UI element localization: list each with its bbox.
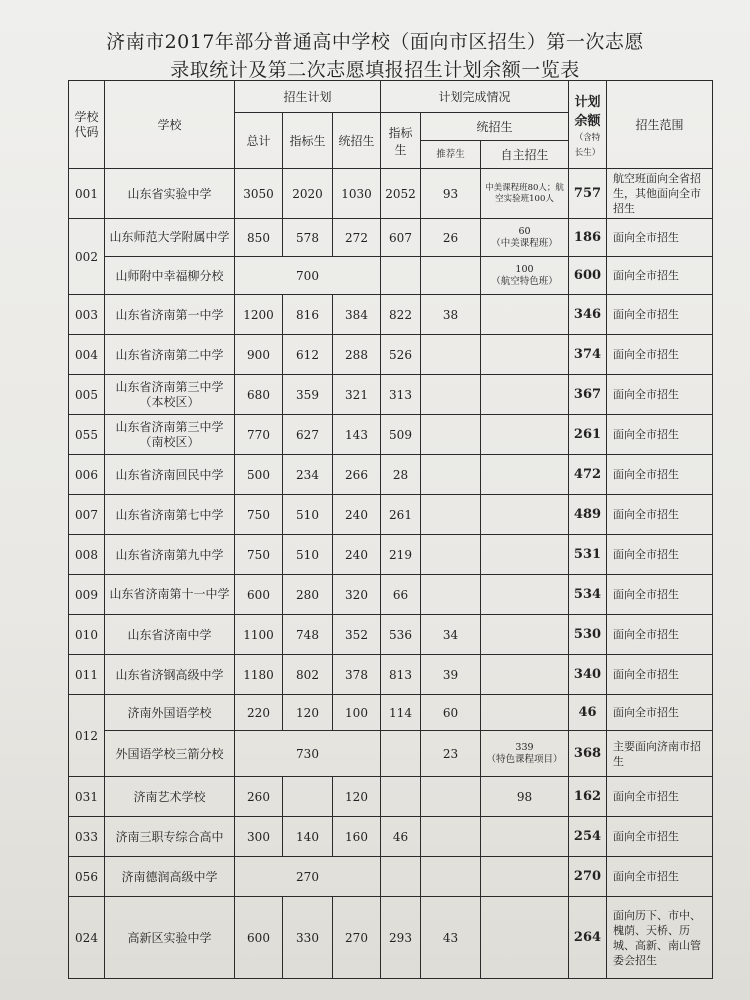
row-remain: 600 bbox=[569, 257, 607, 295]
row-independent bbox=[481, 575, 569, 615]
row-quota: 802 bbox=[283, 655, 333, 695]
header-remain: 计划余额 （含特长生） bbox=[569, 81, 607, 169]
row-independent bbox=[481, 655, 569, 695]
row-done-quota: 822 bbox=[381, 295, 421, 335]
row-code: 002 bbox=[69, 219, 105, 295]
row-scope: 面向全市招生 bbox=[607, 495, 713, 535]
row-code: 033 bbox=[69, 817, 105, 857]
row-school: 山东省实验中学 bbox=[105, 169, 235, 219]
row-quota: 2020 bbox=[283, 169, 333, 219]
row-remain: 374 bbox=[569, 335, 607, 375]
row-scope: 面向全市招生 bbox=[607, 857, 713, 897]
row-scope: 面向全市招生 bbox=[607, 335, 713, 375]
row-done-quota: 46 bbox=[381, 817, 421, 857]
row-remain: 757 bbox=[569, 169, 607, 219]
row-unified: 384 bbox=[333, 295, 381, 335]
row-remain: 489 bbox=[569, 495, 607, 535]
row-independent: 339 （特色课程项目） bbox=[481, 731, 569, 777]
row-done-quota: 313 bbox=[381, 375, 421, 415]
row-independent bbox=[481, 857, 569, 897]
row-done-quota: 261 bbox=[381, 495, 421, 535]
row-done-quota: 114 bbox=[381, 695, 421, 731]
row-remain: 346 bbox=[569, 295, 607, 335]
row-total: 750 bbox=[235, 535, 283, 575]
table-row bbox=[69, 857, 713, 897]
row-quota: 510 bbox=[283, 495, 333, 535]
row-school: 山东省济南第七中学 bbox=[105, 495, 235, 535]
row-total: 1100 bbox=[235, 615, 283, 655]
row-total: 600 bbox=[235, 897, 283, 979]
row-quota: 234 bbox=[283, 455, 333, 495]
header-recommended: 推荐生 bbox=[421, 141, 481, 169]
table-row bbox=[69, 615, 713, 655]
row-remain: 264 bbox=[569, 897, 607, 979]
table-row bbox=[69, 169, 713, 219]
row-recommended bbox=[421, 857, 481, 897]
row-scope: 面向全市招生 bbox=[607, 219, 713, 257]
row-remain: 534 bbox=[569, 575, 607, 615]
row-recommended bbox=[421, 817, 481, 857]
row-scope: 面向全市招生 bbox=[607, 257, 713, 295]
row-code: 008 bbox=[69, 535, 105, 575]
header-plan-quota: 指标生 bbox=[283, 113, 333, 169]
table-row bbox=[69, 335, 713, 375]
header-plan-total: 总计 bbox=[235, 113, 283, 169]
row-done-quota: 509 bbox=[381, 415, 421, 455]
row-code: 009 bbox=[69, 575, 105, 615]
row-done-quota bbox=[381, 731, 421, 777]
row-total: 850 bbox=[235, 219, 283, 257]
row-school: 济南德润高级中学 bbox=[105, 857, 235, 897]
row-quota bbox=[283, 777, 333, 817]
row-scope: 面向全市招生 bbox=[607, 455, 713, 495]
row-unified: 270 bbox=[333, 897, 381, 979]
row-done-quota: 536 bbox=[381, 615, 421, 655]
row-done-quota: 2052 bbox=[381, 169, 421, 219]
row-recommended: 23 bbox=[421, 731, 481, 777]
header-scope: 招生范围 bbox=[607, 81, 713, 169]
table-row bbox=[69, 777, 713, 817]
table-row bbox=[69, 731, 713, 777]
row-independent bbox=[481, 817, 569, 857]
row-done-quota: 293 bbox=[381, 897, 421, 979]
row-scope: 面向全市招生 bbox=[607, 375, 713, 415]
row-recommended: 39 bbox=[421, 655, 481, 695]
row-unified: 378 bbox=[333, 655, 381, 695]
row-done-quota bbox=[381, 857, 421, 897]
row-school: 山东省济南第三中学（本校区） bbox=[105, 375, 235, 415]
row-remain: 530 bbox=[569, 615, 607, 655]
row-done-quota bbox=[381, 257, 421, 295]
row-recommended: 26 bbox=[421, 219, 481, 257]
row-unified: 266 bbox=[333, 455, 381, 495]
row-recommended bbox=[421, 575, 481, 615]
title-line-2: 录取统计及第二次志愿填报招生计划余额一览表 bbox=[170, 59, 580, 81]
table-row bbox=[69, 655, 713, 695]
row-remain: 368 bbox=[569, 731, 607, 777]
row-unified: 143 bbox=[333, 415, 381, 455]
title-line-1: 济南市2017年部分普通高中学校（面向市区招生）第一次志愿 bbox=[106, 31, 644, 53]
row-independent: 100 （航空特色班） bbox=[481, 257, 569, 295]
row-recommended bbox=[421, 455, 481, 495]
row-quota: 578 bbox=[283, 219, 333, 257]
row-code: 056 bbox=[69, 857, 105, 897]
row-remain: 340 bbox=[569, 655, 607, 695]
row-quota: 816 bbox=[283, 295, 333, 335]
table-row bbox=[69, 535, 713, 575]
table-row bbox=[69, 575, 713, 615]
row-total: 770 bbox=[235, 415, 283, 455]
row-total: 1200 bbox=[235, 295, 283, 335]
row-scope: 航空班面向全省招生，其他面向全市招生 bbox=[607, 169, 713, 219]
row-quota: 748 bbox=[283, 615, 333, 655]
row-independent bbox=[481, 897, 569, 979]
row-scope: 面向全市招生 bbox=[607, 615, 713, 655]
row-scope: 面向历下、市中、槐荫、天桥、历城、高新、南山管委会招生 bbox=[607, 897, 713, 979]
row-independent: 98 bbox=[481, 777, 569, 817]
row-recommended bbox=[421, 375, 481, 415]
row-code: 010 bbox=[69, 615, 105, 655]
row-unified: 160 bbox=[333, 817, 381, 857]
row-unified: 272 bbox=[333, 219, 381, 257]
row-scope: 主要面向济南市招生 bbox=[607, 731, 713, 777]
row-recommended: 43 bbox=[421, 897, 481, 979]
row-total: 300 bbox=[235, 817, 283, 857]
row-independent bbox=[481, 415, 569, 455]
row-school: 山东省济南第二中学 bbox=[105, 335, 235, 375]
row-school: 济南艺术学校 bbox=[105, 777, 235, 817]
row-done-quota: 66 bbox=[381, 575, 421, 615]
header-code: 学校代码 bbox=[69, 81, 105, 169]
row-school: 外国语学校三箭分校 bbox=[105, 731, 235, 777]
row-recommended bbox=[421, 535, 481, 575]
row-school: 济南三职专综合高中 bbox=[105, 817, 235, 857]
row-recommended bbox=[421, 335, 481, 375]
header-plan: 招生计划 bbox=[235, 81, 381, 113]
row-unified: 320 bbox=[333, 575, 381, 615]
table-row bbox=[69, 375, 713, 415]
row-total: 680 bbox=[235, 375, 283, 415]
row-quota: 330 bbox=[283, 897, 333, 979]
row-code: 055 bbox=[69, 415, 105, 455]
table-row bbox=[69, 695, 713, 731]
row-total: 700 bbox=[235, 257, 381, 295]
row-code: 031 bbox=[69, 777, 105, 817]
row-independent bbox=[481, 335, 569, 375]
row-total: 260 bbox=[235, 777, 283, 817]
row-quota: 612 bbox=[283, 335, 333, 375]
table-row bbox=[69, 495, 713, 535]
row-total: 600 bbox=[235, 575, 283, 615]
row-total: 900 bbox=[235, 335, 283, 375]
row-recommended: 60 bbox=[421, 695, 481, 731]
row-recommended bbox=[421, 415, 481, 455]
row-unified: 1030 bbox=[333, 169, 381, 219]
table-row bbox=[69, 455, 713, 495]
row-independent bbox=[481, 615, 569, 655]
row-independent bbox=[481, 535, 569, 575]
row-school: 山东省济南回民中学 bbox=[105, 455, 235, 495]
row-quota: 359 bbox=[283, 375, 333, 415]
row-recommended bbox=[421, 777, 481, 817]
row-scope: 面向全市招生 bbox=[607, 535, 713, 575]
row-recommended: 38 bbox=[421, 295, 481, 335]
row-recommended: 34 bbox=[421, 615, 481, 655]
row-scope: 面向全市招生 bbox=[607, 777, 713, 817]
row-quota: 280 bbox=[283, 575, 333, 615]
row-independent bbox=[481, 495, 569, 535]
table-row bbox=[69, 295, 713, 335]
row-code: 006 bbox=[69, 455, 105, 495]
row-independent bbox=[481, 455, 569, 495]
row-code: 001 bbox=[69, 169, 105, 219]
header-done-unified: 统招生 bbox=[421, 113, 569, 141]
header-independent: 自主招生 bbox=[481, 141, 569, 169]
row-school: 山东省济南第十一中学 bbox=[105, 575, 235, 615]
row-unified: 100 bbox=[333, 695, 381, 731]
row-total: 730 bbox=[235, 731, 381, 777]
row-quota: 510 bbox=[283, 535, 333, 575]
row-remain: 186 bbox=[569, 219, 607, 257]
row-done-quota: 28 bbox=[381, 455, 421, 495]
row-total: 1180 bbox=[235, 655, 283, 695]
row-code: 005 bbox=[69, 375, 105, 415]
row-code: 011 bbox=[69, 655, 105, 695]
row-total: 750 bbox=[235, 495, 283, 535]
row-school: 山东省济南第九中学 bbox=[105, 535, 235, 575]
row-code: 024 bbox=[69, 897, 105, 979]
row-school: 山东省济南第一中学 bbox=[105, 295, 235, 335]
row-done-quota: 219 bbox=[381, 535, 421, 575]
row-remain: 531 bbox=[569, 535, 607, 575]
row-independent bbox=[481, 375, 569, 415]
row-done-quota: 813 bbox=[381, 655, 421, 695]
row-school: 山师附中幸福柳分校 bbox=[105, 257, 235, 295]
row-scope: 面向全市招生 bbox=[607, 817, 713, 857]
header-plan-unified: 统招生 bbox=[333, 113, 381, 169]
row-code: 012 bbox=[69, 695, 105, 777]
header-completion: 计划完成情况 bbox=[381, 81, 569, 113]
row-independent bbox=[481, 295, 569, 335]
row-remain: 472 bbox=[569, 455, 607, 495]
row-school: 高新区实验中学 bbox=[105, 897, 235, 979]
header-done-quota: 指标生 bbox=[381, 113, 421, 169]
row-school: 济南外国语学校 bbox=[105, 695, 235, 731]
row-remain: 270 bbox=[569, 857, 607, 897]
row-remain: 162 bbox=[569, 777, 607, 817]
row-school: 山东省济南第三中学（南校区） bbox=[105, 415, 235, 455]
row-unified: 240 bbox=[333, 535, 381, 575]
row-unified: 240 bbox=[333, 495, 381, 535]
row-unified: 288 bbox=[333, 335, 381, 375]
row-scope: 面向全市招生 bbox=[607, 295, 713, 335]
row-independent: 60 （中美课程班） bbox=[481, 219, 569, 257]
row-remain: 254 bbox=[569, 817, 607, 857]
row-total: 220 bbox=[235, 695, 283, 731]
admission-table bbox=[68, 80, 713, 979]
row-recommended bbox=[421, 257, 481, 295]
row-total: 500 bbox=[235, 455, 283, 495]
row-school: 山东师范大学附属中学 bbox=[105, 219, 235, 257]
row-quota: 627 bbox=[283, 415, 333, 455]
row-remain: 367 bbox=[569, 375, 607, 415]
row-total: 3050 bbox=[235, 169, 283, 219]
row-scope: 面向全市招生 bbox=[607, 415, 713, 455]
table-row bbox=[69, 897, 713, 979]
row-scope: 面向全市招生 bbox=[607, 695, 713, 731]
row-independent: 中美课程班80人；航空实验班100人 bbox=[481, 169, 569, 219]
document-title bbox=[0, 28, 750, 84]
row-done-quota: 526 bbox=[381, 335, 421, 375]
table-row bbox=[69, 257, 713, 295]
row-done-quota bbox=[381, 777, 421, 817]
header-school: 学校 bbox=[105, 81, 235, 169]
row-total: 270 bbox=[235, 857, 381, 897]
row-done-quota: 607 bbox=[381, 219, 421, 257]
row-remain: 46 bbox=[569, 695, 607, 731]
row-scope: 面向全市招生 bbox=[607, 655, 713, 695]
table-row bbox=[69, 219, 713, 257]
row-unified: 321 bbox=[333, 375, 381, 415]
row-code: 003 bbox=[69, 295, 105, 335]
row-quota: 120 bbox=[283, 695, 333, 731]
row-school: 山东省济钢高级中学 bbox=[105, 655, 235, 695]
row-unified: 120 bbox=[333, 777, 381, 817]
row-unified: 352 bbox=[333, 615, 381, 655]
row-code: 007 bbox=[69, 495, 105, 535]
table-row bbox=[69, 817, 713, 857]
row-remain: 261 bbox=[569, 415, 607, 455]
row-recommended: 93 bbox=[421, 169, 481, 219]
row-code: 004 bbox=[69, 335, 105, 375]
row-scope: 面向全市招生 bbox=[607, 575, 713, 615]
row-recommended bbox=[421, 495, 481, 535]
row-quota: 140 bbox=[283, 817, 333, 857]
row-independent bbox=[481, 695, 569, 731]
table-row bbox=[69, 415, 713, 455]
row-school: 山东省济南中学 bbox=[105, 615, 235, 655]
